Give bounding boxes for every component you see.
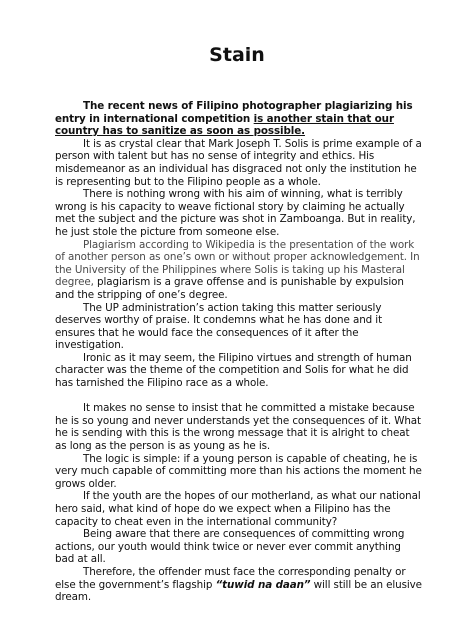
flagship-phrase: “tuwid na daan” xyxy=(215,578,311,591)
paragraph-5: The UP administration’s action taking this matter seriously deserves worthy of praise. It condemns what he has done and it ensures that he would face the consequences of it after the investigation. xyxy=(55,301,383,352)
conclusion-start: Therefore, the offender must face the corresponding penalty or else the government’s flagship xyxy=(55,565,406,591)
paragraph-1 xyxy=(55,100,423,138)
paragraph-2: It is as crystal clear that Mark Joseph T. Solis is prime example of a person with talent but has no sense of integrity and ethics. His misdemeanor as an individual has disgraced not only the institution he is representing but to the Filipino people as a whole. xyxy=(55,137,422,188)
lead-sentence: The recent news of Filipino photographer plagiarizing his entry in international competition xyxy=(55,100,413,125)
document-body xyxy=(55,100,423,604)
paragraph-6: Ironic as it may seem, the Filipino virtues and strength of human character was the theme of the competition and Solis for what he did has tarnished the Filipino race as a whole. xyxy=(55,351,412,390)
paragraph-10: Being aware that there are consequences of committing wrong actions, our youth would think twice or never ever commit anything bad at all. xyxy=(55,528,405,566)
paragraph-7: It makes no sense to insist that he committed a mistake because he is so young and never understands yet the consequences of it. What he is sending with this is the wrong message that it is alright to cheat as long as the person is as young as he is. xyxy=(55,402,421,453)
conclusion-end: will still be an elusive dream. xyxy=(55,578,422,604)
plagiarism-definition: Plagiarism according to Wikipedia is the presentation of the work of another person as one’s own or without proper acknowledgement. In the University of the Philippines where Solis is taking up his Masteral degree, xyxy=(55,238,420,289)
plagiarism-penalty: plagiarism is a grave offense and is punishable by expulsion and the stripping of one’s degree. xyxy=(55,276,404,301)
paragraph-3: There is nothing wrong with his aim of winning, what is terribly wrong is his capacity to weave fictional story by claiming he actually met the subject and the picture was shot in Zamboanga. But in reality, he just stole the picture from someone else. xyxy=(55,188,416,238)
document-title: Stain xyxy=(209,44,265,66)
paragraph-9: If the youth are the hopes of our motherland, as what our national hero said, what kind of hope do we expect when a Filipino has the capacity to cheat even in the international community? xyxy=(55,490,421,528)
paragraph-8: The logic is simple: if a young person is capable of cheating, he is very much capable of committing more than his actions the moment he grows older. xyxy=(55,452,422,490)
paragraph-11 xyxy=(55,566,423,604)
paragraph-4 xyxy=(55,239,423,302)
underlined-thesis: is another stain that our country has to sanitize as soon as possible. xyxy=(55,112,394,138)
